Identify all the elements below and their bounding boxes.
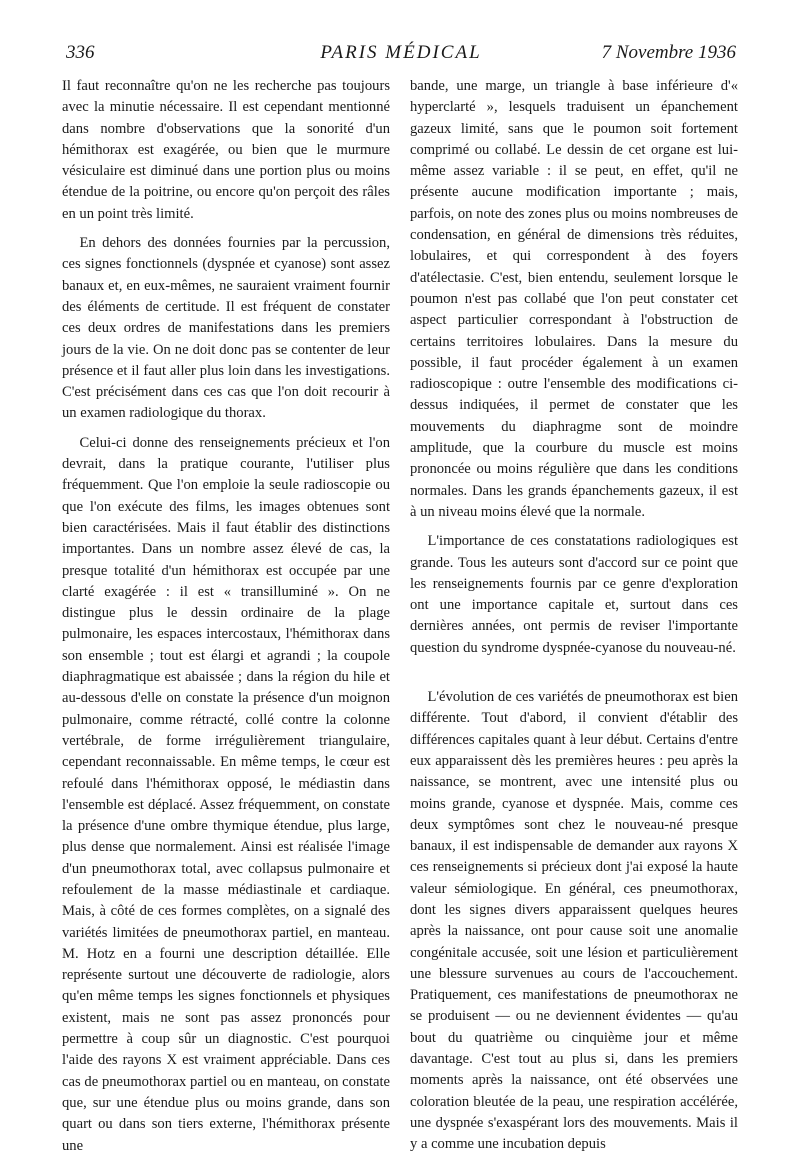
issue-date: 7 Novembre 1936 — [601, 42, 736, 63]
paragraph: Il faut reconnaître qu'on ne les recherche pas toujours avec la minutie nécessaire. Il est cependant mentionné dans nombre d'observations que la sonorité d'un hémithorax est exagérée, ou bien que le murmure vésiculaire est diminué dans une portion plus ou moins étendue de la poitrine, ou encore qu'on perçoit des râles en un point très limité. — [62, 78, 390, 222]
paragraph: En dehors des données fournies par la percussion, ces signes fonctionnels (dyspnée et cyanose) sont assez banaux et, en eux-mêmes, ne sauraient vraiment fournir des éléments de certitude. Il est fréquent de constater ces deux ordres de manifestations dans les premiers jours de la vie. On ne doit donc pas se contenter de leur présence et il faut aller plus loin dans les investigations. C'est précisément dans ces cas que l'on doit recourir à un examen radiologique du thorax. — [62, 235, 390, 422]
left-column — [62, 76, 390, 1157]
paragraph: bande, une marge, un triangle à base inférieure d'« hyperclarté », lesquels traduisent un épanchement gazeux limité, sans que le poumon soit fortement comprimé ou collabé. Le dessin de cet organe est lui-même assez variable : il se peut, en effet, qu'il ne présente aucune modification importante ; mais, parfois, on note des zones plus ou moins nombreuses de condensation, en général de dimensions très réduites, lobulaires, et qui correspondent à des foyers d'atélectasie. C'est, bien entendu, seulement lorsque le poumon n'est pas collabé que l'on peut constater cet aspect particulier correspondant à l'obstruction de certains territoires lobulaires. Dans la mesure du possible, il faut procéder également à un examen radioscopique : outre l'ensemble des modifications ci-dessus indiquées, il permet de constater que les mouvements du diaphragme sont de moindre amplitude, que la courbure du muscle est moins prononcée ou moins régulière que dans les conditions normales. Dans les grands épanchements gazeux, il est à un niveau moins élevé que la normale. — [410, 78, 738, 520]
paragraph: L'importance de ces constatations radiologiques est grande. Tous les auteurs sont d'accord sur ce point que les renseignements fournis par ce genre d'exploration ont une importance capitale et, surtout dans ces dernières années, ont permis de reviser l'importante question du syndrome dyspnée-cyanose du nouveau-né. — [410, 533, 738, 656]
right-column — [410, 76, 738, 1156]
page-number: 336 — [66, 42, 95, 63]
paragraph: L'évolution de ces variétés de pneumothorax est bien différente. Tout d'abord, il convient d'établir des différences capitales quant à leur début. Certains d'entre eux apparaissent dès les premières heures : peu après la naissance, se montrent, avec une intensité plus ou moins grande, cyanose et dyspnée. Mais, comme ces deux symptômes sont chez le nouveau-né presque banaux, il est indispensable de demander aux rayons X ces renseignements si précieux dont j'ai exposé la haute valeur sémiologique. En général, ces pneumothorax, dont les signes divers apparaissent quelques heures après la naissance, ont pour cause soit une anomalie congénitale accusée, soit une lésion et particulièrement une blessure survenues au cours de l'accouchement. Pratiquement, ces manifestations de pneumothorax ne se produisent — ou ne deviennent évidentes — qu'au bout du quatrième ou cinquième jour et même davantage. C'est tout au plus si, dans les premiers moments après la naissance, ont été observées une coloration bleutée de la peau, une respiration accélérée, une dyspnée s'exaspérant lors des mouvements. Mais il y a comme une incubation depuis — [410, 689, 738, 1153]
paragraph: Celui-ci donne des renseignements précieux et l'on devrait, dans la pratique courante, l'utiliser plus fréquemment. Que l'on emploie la seule radioscopie ou que l'on exécute des films, les images obtenues sont bien caractérisées. Mais il faut établir des distinctions importantes. Dans un nombre assez élevé de cas, la presque totalité d'un hémithorax est occupée par une clarté exagérée : il est « transilluminé ». On ne distingue plus le dessin ordinaire de la plage pulmonaire, les espaces intercostaux, l'hémithorax dans son ensemble ; tout est élargi et agrandi ; la coupole diaphragmatique est abaissée ; dans la région du hile et au-dessous d'elle on constate la présence d'un moignon pulmonaire, comme rétracté, collé contre la colonne vertébrale, de forme irrégulièrement triangulaire, cependant reconnaissable. En même temps, le cœur est refoulé dans l'hémithorax opposé, le médiastin dans l'ensemble est déplacé. Assez fréquemment, on constate la présence d'une ombre thymique étendue, plus large, plus dense que normalement. Ainsi est réalisée l'image d'un pneumothorax total, avec collapsus pulmonaire et refoulement de la masse médiastinale et cardiaque. Mais, à côté de ces formes complètes, on a signalé des variétés limitées de pneumothorax partiel, en manteau. M. Hotz en a fourni une description détaillée. Elle représente surtout une découverte de radiologie, alors qu'en même temps les signes fonctionnels et physiques existent, mais ne sont pas assez prononcés pour permettre à coup sûr un diagnostic. C'est pourquoi l'aide des rayons X est vraiment appréciable. Dans ces cas de pneumothorax partiel ou en manteau, on constate que, sur une étendue plus ou moins grande, dans son quart ou dans son tiers externe, l'hémithorax présente une — [62, 434, 390, 1154]
journal-title: PARIS MÉDICAL — [320, 42, 482, 63]
page-header — [66, 42, 736, 68]
